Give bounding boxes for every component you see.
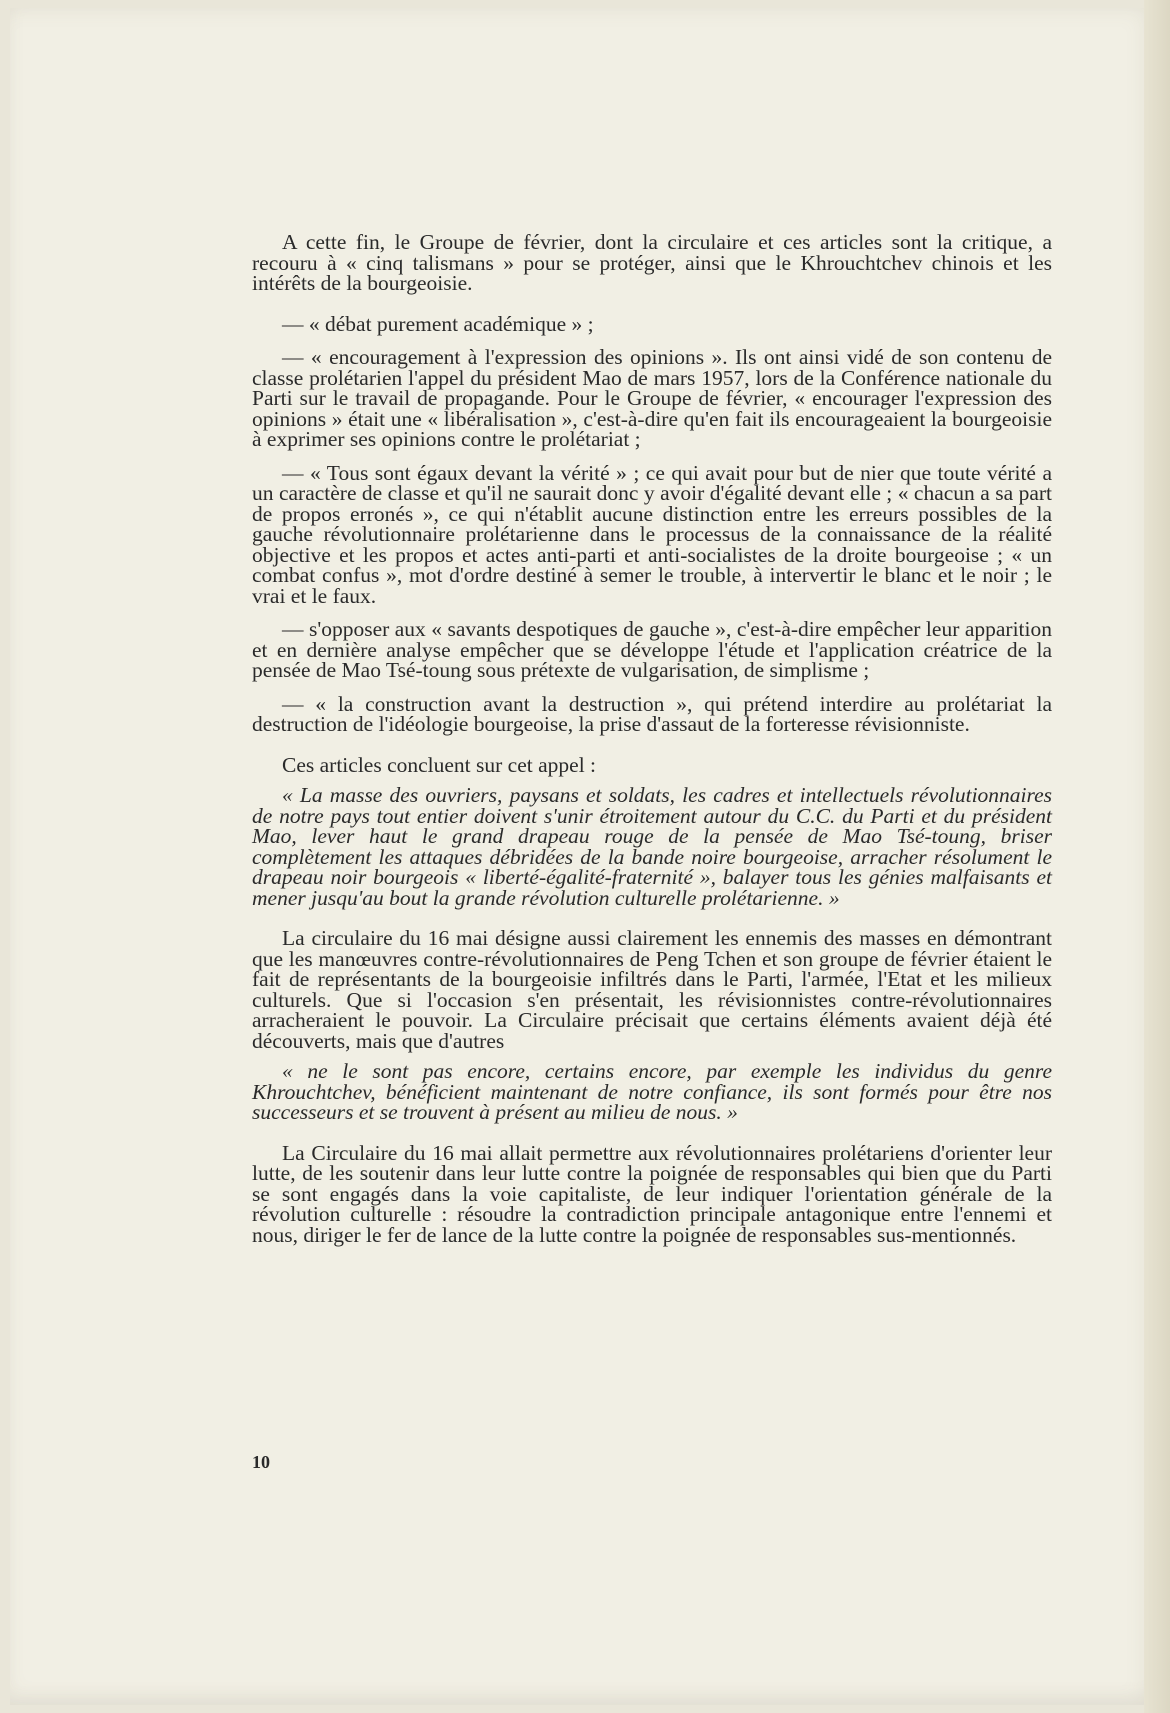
page-edge: [1144, 0, 1170, 1713]
list-item-despotic-scholars: — s'opposer aux « savants despotiques de gauche », c'est-à-dire empêcher leur apparition et en dernière analyse empêcher que se développe l'étude et l'application créatrice de la pensée de Mao Tsé-toung sous prétexte de vulgarisation, de simplisme ;: [252, 617, 1052, 682]
paragraph-conclusion-intro: Ces articles concluent sur cet appel :: [282, 752, 597, 777]
list-item-construction: — « la construction avant la destruction », qui prétend interdire au prolétariat la destruction de l'idéologie bourgeoise, la prise d'assaut de la forteresse révisionniste.: [252, 691, 1052, 736]
quote-appeal: « La masse des ouvriers, paysans et soldats, les cadres et intellectuels révolutionnaires de notre pays tout entier doivent s'unir étroitement autour du C.C. du Parti et du président Mao, lever haut le grand drapeau rouge de la pensée de Mao Tsé-toung, briser complètement les attaques débridées de la bande noire bourgeoise, arracher résolument le drapeau noir bourgeois « liberté-égalité-fraternité », balayer tous les génies malfaisants et mener jusqu'au bout la grande révolution culturelle prolétarienne. »: [252, 783, 1052, 910]
quote-khrushchev: « ne le sont pas encore, certains encore, par exemple les individus du genre Khrouchtchev, bénéficient maintenant de notre confiance, ils sont formés pour être nos successeurs et se trouvent à présent au milieu de nous. »: [252, 1059, 1052, 1124]
paragraph-intro: A cette fin, le Groupe de février, dont la circulaire et ces articles sont la critique, a recouru à « cinq talismans » pour se protéger, ainsi que le Khrouchtchev chinois et les intérêts de la bourgeoisie.: [252, 230, 1052, 295]
list-item-encouragement: — « encouragement à l'expression des opinions ». Ils ont ainsi vidé de son contenu de classe prolétarien l'appel du président Mao de mars 1957, lors de la Conférence nationale du Parti sur le travail de propagande. Pour le Groupe de février, « encourager l'expression des opinions » était une « libéralisation », c'est-à-dire qu'en fait ils encourageaient la bourgeoisie à exprimer ses opinions contre le prolétariat ;: [252, 345, 1052, 451]
list-item-academic-debate: — « débat purement académique » ;: [282, 311, 594, 336]
list-item-equality-truth: — « Tous sont égaux devant la vérité » ; ce qui avait pour but de nier que toute vérité a un caractère de classe et qu'il ne saurait donc y avoir d'égalité devant elle ; « chacun a sa part de propos erronés », ce qui n'établit aucune distinction entre les erreurs possibles de la gauche révolutionnaire prolétarienne dans le processus de la connaissance de la réalité objective et les propos et actes anti-parti et anti-socialistes de la droite bourgeoise ; « un combat confus », mot d'ordre destiné à semer le trouble, à intervertir le blanc et le noir ; le vrai et le faux.: [252, 460, 1052, 608]
page-number: 10: [252, 1452, 270, 1472]
paragraph-circular-may16: La circulaire du 16 mai désigne aussi clairement les ennemis des masses en démontrant que les manœuvres contre-révolutionnaires de Peng Tchen et son groupe de février étaient le fait de représentants de la bourgeoisie infiltrés dans le Parti, l'armée, l'Etat et les milieux culturels. Que si l'occasion s'en présentait, les révisionnistes contre-révolutionnaires arracheraient le pouvoir. La Circulaire précisait que certains éléments avaient déjà été découverts, mais que d'autres: [252, 926, 1052, 1053]
body-text: [252, 232, 1052, 1245]
paragraph-circular-outcome: La Circulaire du 16 mai allait permettre aux révolutionnaires prolétariens d'orienter leur lutte, de les soutenir dans leur lutte contre la poignée de responsables qui bien que du Parti se sont engagés dans la voie capitaliste, de leur indiquer l'orientation générale de la révolution culturelle : résoudre la contradiction principale antagonique entre l'ennemi et nous, diriger le fer de lance de la lutte contre la poignée de responsables sus-mentionnés.: [252, 1140, 1052, 1247]
